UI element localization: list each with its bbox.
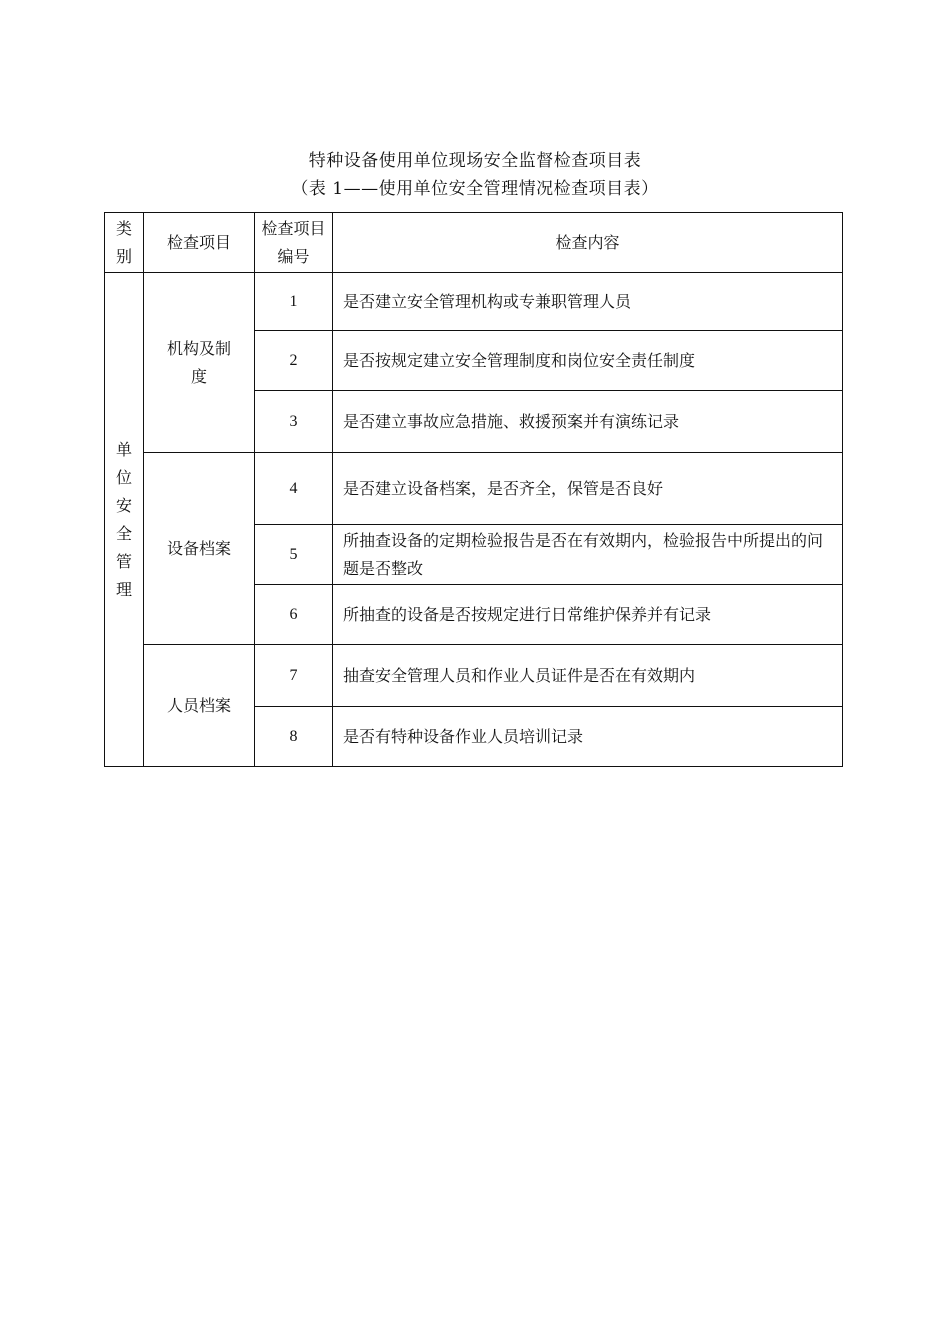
item-number: 5	[255, 525, 333, 585]
category-cell: 单位安全管理	[105, 273, 144, 767]
item-number: 7	[255, 645, 333, 707]
item-number: 8	[255, 707, 333, 767]
item-content: 抽查安全管理人员和作业人员证件是否在有效期内	[333, 645, 843, 707]
document-subtitle: （表 1——使用单位安全管理情况检查项目表）	[291, 179, 659, 199]
document-title: 特种设备使用单位现场安全监督检查项目表	[308, 151, 642, 171]
header-content: 检查内容	[333, 213, 843, 273]
item-number: 2	[255, 331, 333, 391]
item-number: 4	[255, 453, 333, 525]
item-number: 3	[255, 391, 333, 453]
item-number: 6	[255, 585, 333, 645]
group-name-cell: 机构及制度	[144, 273, 255, 453]
group-name-cell: 设备档案	[144, 453, 255, 645]
item-content: 是否建立设备档案，是否齐全，保管是否良好	[333, 453, 843, 525]
table-row	[105, 453, 843, 525]
group-name-cell: 人员档案	[144, 645, 255, 767]
header-number: 检查项目编号	[255, 213, 333, 273]
item-content: 是否按规定建立安全管理制度和岗位安全责任制度	[333, 331, 843, 391]
table-row	[105, 273, 843, 331]
item-content: 是否有特种设备作业人员培训记录	[333, 707, 843, 767]
item-content: 是否建立安全管理机构或专兼职管理人员	[333, 273, 843, 331]
item-content: 所抽查设备的定期检验报告是否在有效期内，检验报告中所提出的问题是否整改	[333, 525, 843, 585]
table-header-row	[105, 213, 843, 273]
header-category: 类别	[105, 213, 144, 273]
item-content: 是否建立事故应急措施、救援预案并有演练记录	[333, 391, 843, 453]
table-row	[105, 645, 843, 707]
inspection-table	[104, 212, 843, 767]
header-item: 检查项目	[144, 213, 255, 273]
item-number: 1	[255, 273, 333, 331]
item-content: 所抽查的设备是否按规定进行日常维护保养并有记录	[333, 585, 843, 645]
